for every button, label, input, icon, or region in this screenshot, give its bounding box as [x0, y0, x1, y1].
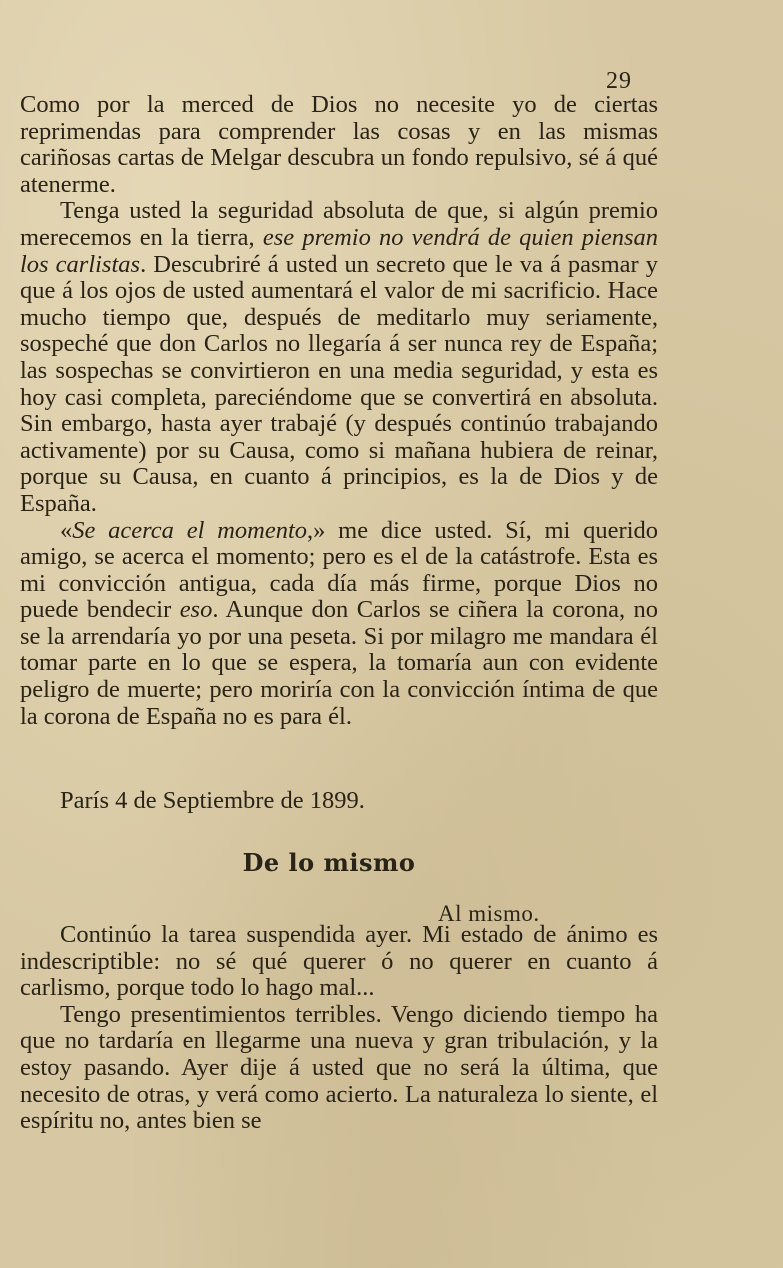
paragraph: [20, 198, 658, 517]
paragraph-text: Tenga usted la seguridad absoluta de que, si algún premio merecemos en la tierra,: [20, 197, 658, 251]
letter-body-top: [20, 92, 658, 730]
italic-phrase: ese premio no vendrá de quien piensan los carlistas: [20, 223, 658, 278]
paragraph-text: . Descubriré á usted un secreto que le va á pasmar y que á los ojos de usted aumentará el valor de mi sacrificio. Hace mucho tiempo que, después de meditarlo muy seriamente, sospeché que don Carlos no llegaría á ser nunca rey de España; las sospechas se convirtieron en una media seguridad, y esta es hoy casi completa, pareciéndome que se convertirá en absoluta. Sin embargo, hasta ayer trabajé (y después continúo trabajando activamente) por su Causa, como si mañana hubiera de reinar, porque su Causa, en cuanto á principios, es la de Dios y de España.: [20, 250, 658, 517]
paragraph-text: ,» me dice usted. Sí, mi querido amigo, se acerca el momento; pero es el de la catástrofe. Esta es mi convicción antigua, cada día más firme, porque Dios no puede bendecir: [20, 516, 658, 624]
paragraph-text: Tengo presentimientos terribles. Vengo diciendo tiempo ha que no tardaría en llegarme una nueva y gran tribulación, y la estoy pasando. Ayer dije á usted que no será la última, que necesito de otras, y verá como acierto. La naturaleza lo siente, el espíritu no, antes bien se: [20, 1000, 658, 1135]
paragraph: [20, 1002, 658, 1135]
paragraph-text: . Aunque don Carlos se ciñera la corona, no se la arrendaría yo por una peseta. Si por milagro me mandara él tomar parte en lo que se espera, la tomaría aun con evidente peligro de muerte; pero moriría con la convicción íntima de que la corona de España no es para él.: [20, 596, 658, 730]
italic-word: eso: [179, 596, 213, 624]
paragraph: [20, 92, 658, 198]
page-number: 29: [606, 68, 632, 94]
section-heading: De lo mismo: [242, 848, 416, 877]
dateline: París 4 de Septiembre de 1899.: [60, 787, 365, 814]
paragraph: [20, 922, 658, 1002]
paragraph-text: Como por la merced de Dios no necesite yo de ciertas reprimendas para comprender las cosas y en las mismas cariñosas cartas de Melgar descubra un fondo repulsivo, sé á qué atenerme.: [20, 91, 658, 198]
recipient-line: Al mismo.: [438, 901, 540, 926]
italic-phrase: Se acerca el momento: [72, 516, 308, 544]
letter-body-bottom: [20, 922, 658, 1135]
paragraph-text: Continúo la tarea suspendida ayer. Mi estado de ánimo es indescriptible: no sé qué querer ó no querer en cuanto á carlismo, porque todo lo hago mal...: [20, 921, 658, 1002]
quote-mark: «: [60, 516, 73, 544]
paragraph: [20, 518, 658, 731]
